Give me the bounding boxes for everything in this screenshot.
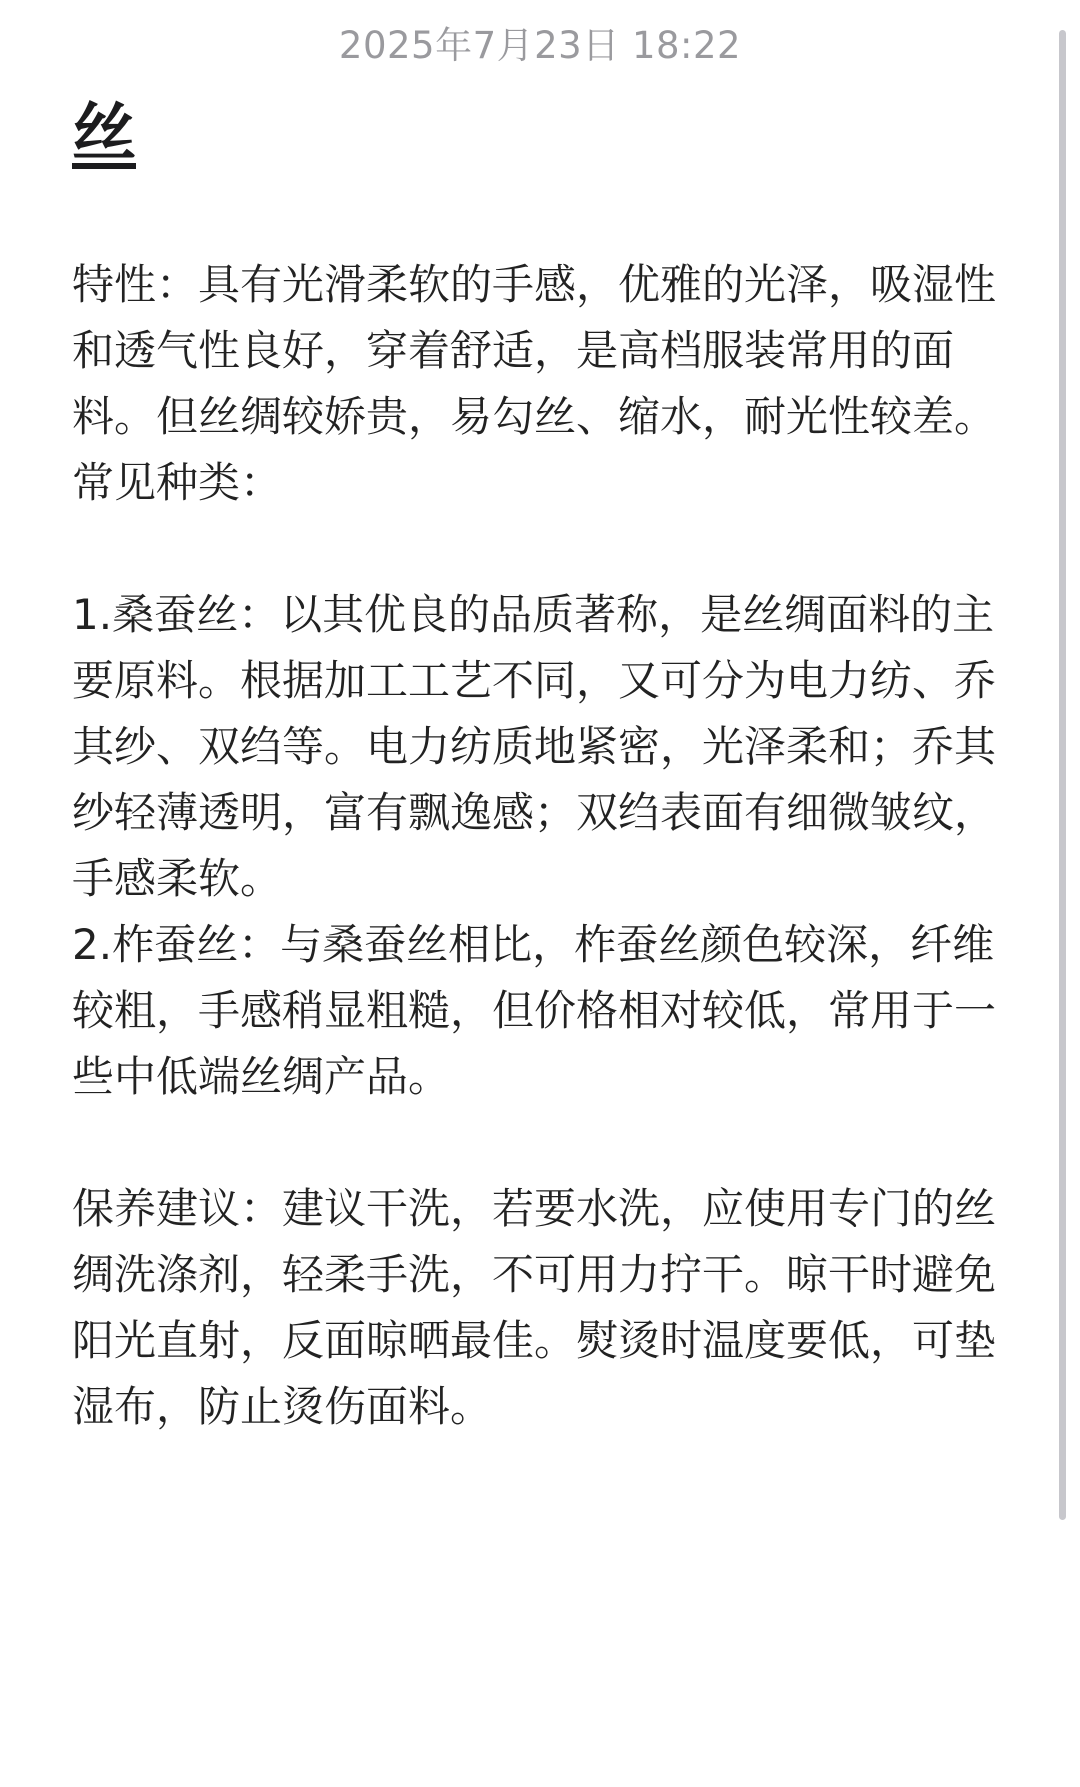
care-paragraph: 保养建议：建议干洗，若要水洗，应使用专门的丝绸洗涤剂，轻柔手洗，不可用力拧干。晾干时避免阳光直射，反面晾晒最佳。熨烫时温度要低，可垫湿布，防止烫伤面料。 bbox=[72, 1184, 997, 1431]
type-1-paragraph: 1.桑蚕丝：以其优良的品质著称，是丝绸面料的主要原料。根据加工工艺不同，又可分为电力纺、乔其纱、双绉等。电力纺质地紧密，光泽柔和；乔其纱轻薄透明，富有飘逸感；双绉表面有细微皱纹，手感柔软。 bbox=[72, 590, 997, 903]
type-2-paragraph: 2.柞蚕丝：与桑蚕丝相比，柞蚕丝颜色较深，纤维较粗，手感稍显粗糙，但价格相对较低，常用于一些中低端丝绸产品。 bbox=[72, 920, 997, 1101]
blank-line bbox=[72, 1110, 1008, 1176]
blank-line bbox=[72, 516, 1008, 582]
scrollbar[interactable] bbox=[1059, 30, 1066, 1520]
types-heading: 常见种类： bbox=[72, 458, 283, 507]
note-title[interactable]: 丝 bbox=[72, 97, 136, 171]
note-body[interactable] bbox=[72, 252, 1008, 1440]
properties-paragraph: 特性：具有光滑柔软的手感，优雅的光泽，吸湿性和透气性良好，穿着舒适，是高档服装常用的面料。但丝绸较娇贵，易勾丝、缩水，耐光性较差。 bbox=[72, 260, 997, 441]
note-timestamp: 2025年7月23日 18:22 bbox=[338, 24, 742, 67]
